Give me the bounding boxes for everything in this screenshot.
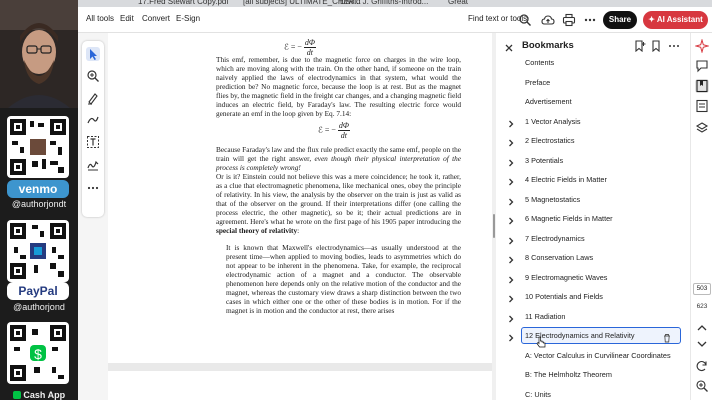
comment-icon[interactable] (695, 59, 709, 73)
menu-esign[interactable]: E-Sign (176, 14, 201, 23)
bookmark-label: C: Units (525, 389, 551, 399)
chevron-right-icon[interactable] (506, 155, 516, 165)
delete-bookmark-icon[interactable] (662, 330, 672, 340)
pdf-page-next (108, 371, 492, 400)
bookmarks-panel-icon[interactable] (695, 79, 709, 93)
paragraph-einstein (216, 172, 461, 235)
eq1-denominator: dt (306, 48, 314, 57)
cashapp-icon (13, 391, 21, 399)
print-icon[interactable] (562, 13, 576, 27)
search-icon[interactable] (518, 13, 532, 27)
menu-edit[interactable]: Edit (120, 14, 134, 23)
bookmark-label: 3 Potentials (525, 155, 564, 165)
cashapp-label: Cash App (23, 390, 66, 400)
chevron-right-icon[interactable] (506, 174, 516, 184)
ai-sparkle-icon: ✦ (648, 15, 657, 24)
venmo-logo: venmo (7, 180, 69, 198)
bookmark-item[interactable] (496, 152, 690, 170)
eq1-numerator: dΦ (304, 38, 315, 47)
chevron-right-icon[interactable] (506, 213, 516, 223)
webcam-feed (0, 0, 78, 108)
paragraph-einstein-end: : (297, 226, 300, 235)
share-button[interactable]: Share (603, 11, 637, 29)
einstein-quote: It is known that Maxwell's electrodynamics—as usually understood at the present time—when applied to moving bodies, leads to asymmetries which do not appear to be inherent in the phenomena. Take, for example, the reciprocal electrodynamic action of a magnet and a conductor. The observable phenomenon here depends only on the relative motion of the conductor and the magnet, whereas the customary view draws a sharp distinction between the two cases in which either one or the other of these bodies is in motion. For if the magnet is in motion and the conductor at rest, there arises (226, 243, 461, 315)
equation-emf-2 (318, 121, 350, 140)
eq2-numerator: dΦ (338, 121, 349, 130)
bookmark-item[interactable] (496, 54, 690, 72)
chevron-right-icon[interactable] (506, 330, 516, 340)
bookmark-label: 2 Electrostatics (525, 136, 575, 145)
left-tool-rail (78, 33, 108, 400)
bookmark-item[interactable] (496, 74, 690, 92)
cashapp-qr-code (7, 322, 69, 384)
draw-icon[interactable] (86, 113, 100, 127)
special-relativity-term: special theory of relativity (216, 226, 298, 235)
bookmark-label: 12 Electrodynamics and Relativity (525, 331, 635, 340)
bookmark-item[interactable] (496, 386, 690, 400)
browser-tab-strip (78, 0, 712, 7)
paragraph-faraday (216, 145, 461, 172)
qr-pattern-icon (10, 325, 66, 381)
chevron-right-icon[interactable] (506, 272, 516, 282)
bookmark-label: 5 Magnetostatics (525, 194, 581, 204)
bookmark-item[interactable] (496, 249, 690, 267)
more-tools-icon[interactable] (86, 181, 100, 195)
paragraph-einstein-text: Or is it? Einstein could not believe this was a mere coincidence; he took it, rather, as a clue that electromagnetic phenomena, like mechanical ones, obey the principle of relativity. In his view, the analysis by the observer on the train is just as valid as that of the observer on the ground. If their interpretations differ (one calling the process electric, the other magnetic), so be it; their actual predictions are in agreement. Here's what he wrote on the first page of his 1905 paper introducing the (216, 172, 461, 226)
chevron-right-icon[interactable] (506, 291, 516, 301)
qr-pattern-icon (10, 119, 66, 175)
panel-more-icon[interactable] (668, 39, 680, 51)
menu-convert[interactable]: Convert (142, 14, 171, 23)
paragraph-faraday-emphasis: even though their physical interpretation of the process is completely wrong! (216, 154, 461, 172)
bookmark-item[interactable] (496, 171, 690, 189)
cloud-upload-icon[interactable] (541, 13, 555, 27)
bookmark-label: 6 Magnetic Fields in Matter (525, 214, 613, 223)
bookmark-item[interactable] (496, 230, 690, 248)
chevron-right-icon[interactable] (506, 233, 516, 243)
stream-overlay (0, 0, 78, 400)
tool-card (82, 41, 104, 217)
bookmark-label: 4 Electric Fields in Matter (525, 175, 607, 184)
find-text-or-tools[interactable]: Find text or tools (468, 14, 528, 23)
acrobat-menu-bar (78, 7, 712, 33)
browser-tab[interactable]: Great (448, 0, 469, 6)
browser-tab[interactable]: [all subjects] ULTIMATE_CHEA... (243, 0, 361, 6)
bookmark-item[interactable] (496, 93, 690, 111)
venmo-handle: @authorjondt (11, 199, 67, 209)
paypal-handle: @authorjond (13, 302, 65, 312)
paragraph-faraday-text: Because Faraday's law and the flux rule predict exactly the same emf, people on the train will get the right answer, (216, 145, 461, 163)
bookmark-item[interactable] (496, 191, 690, 209)
paragraph-emf: This emf, remember, is due to the magnetic force on charges in the wire loop, which are moving along with the train. On the other hand, if someone on the train naively applied the laws of electrodynamics in that system, what would the prediction be? No magnetic force, because the loop is at rest. But as the magnet flies by, the magnetic field in the freight car changes, and a changing magnetic field induces an electric field, by Faraday's law. The resulting electric force would generate an emf in the loop given by Eq. 7.14: (216, 55, 461, 118)
close-icon[interactable] (504, 40, 514, 50)
thumbnails-icon[interactable] (695, 99, 709, 113)
more-options-icon[interactable] (583, 13, 597, 27)
paypal-logo: PayPal (7, 282, 69, 300)
highlight-pen-icon[interactable] (86, 91, 100, 105)
qr-pattern-icon (10, 223, 66, 279)
browser-tab-active[interactable]: David J. Griffiths-Introd... (340, 0, 429, 6)
bookmark-label: 7 Electrodynamics (525, 233, 585, 243)
bookmark-icon[interactable] (650, 39, 662, 51)
svg-text:$: $ (34, 346, 42, 362)
bookmark-item[interactable] (496, 269, 690, 287)
bookmark-label: Preface (525, 77, 551, 87)
bookmark-label: 1 Vector Analysis (525, 116, 581, 126)
current-page-field[interactable]: 503 (693, 283, 711, 295)
page-down-icon[interactable] (695, 337, 709, 351)
chevron-right-icon[interactable] (506, 116, 516, 126)
eq1-lhs: ℰ = − (284, 42, 302, 52)
bookmarks-panel (496, 33, 690, 400)
ai-sparkle-rail-icon[interactable] (695, 39, 709, 53)
chevron-right-icon[interactable] (506, 194, 516, 204)
chevron-right-icon[interactable] (506, 252, 516, 262)
bookmark-label: 11 Radiation (525, 311, 566, 321)
bookmark-item[interactable] (496, 347, 690, 365)
eq2-lhs: ℰ = − (318, 125, 336, 135)
bookmark-item-selected[interactable] (496, 327, 690, 345)
venmo-qr-code (7, 116, 69, 178)
text-box-icon[interactable] (86, 135, 100, 149)
right-rail (690, 33, 712, 400)
bookmark-label: 8 Conservation Laws (525, 253, 594, 262)
zoom-in-icon[interactable] (695, 379, 709, 393)
bookmark-label: 10 Potentials and Fields (525, 292, 603, 301)
resize-handle[interactable] (493, 214, 495, 238)
browser-tab[interactable]: 17.Fred Stewart Copy.pdf (138, 0, 229, 6)
bookmark-label: 9 Electromagnetic Waves (525, 272, 608, 282)
sign-icon[interactable] (86, 157, 100, 171)
bookmark-label: B: The Helmholtz Theorem (525, 370, 612, 379)
bookmark-item[interactable] (496, 366, 690, 384)
menu-all-tools[interactable]: All tools (86, 14, 115, 23)
pdf-page (108, 33, 492, 363)
add-bookmark-icon[interactable] (634, 39, 646, 51)
bookmark-item[interactable] (496, 210, 690, 228)
paypal-qr-code (7, 220, 69, 282)
hand-cursor-icon (536, 336, 546, 348)
bookmark-label: A: Vector Calculus in Curvilinear Coordinates (525, 350, 671, 360)
webcam-person-image (0, 0, 78, 108)
rotate-icon[interactable] (695, 359, 709, 373)
bookmark-label: Contents (525, 58, 555, 67)
cashapp-logo (0, 390, 78, 400)
bookmark-item[interactable] (496, 308, 690, 326)
ai-assistant-button[interactable] (643, 11, 708, 29)
bookmark-item[interactable] (496, 132, 690, 150)
bookmark-label: Advertisement (525, 97, 572, 106)
total-pages: 623 (696, 303, 708, 310)
layers-icon[interactable] (695, 121, 709, 135)
document-viewer[interactable] (108, 33, 492, 400)
zoom-icon[interactable] (86, 69, 100, 83)
bookmark-item[interactable] (496, 113, 690, 131)
ai-assistant-label: AI Assistant (656, 15, 703, 24)
chevron-right-icon[interactable] (506, 311, 516, 321)
page-up-icon[interactable] (695, 321, 709, 335)
bookmark-item[interactable] (496, 288, 690, 306)
eq2-denominator: dt (340, 131, 348, 140)
chevron-right-icon[interactable] (506, 135, 516, 145)
select-cursor-icon[interactable] (86, 47, 100, 61)
bookmarks-title: Bookmarks (522, 40, 574, 51)
